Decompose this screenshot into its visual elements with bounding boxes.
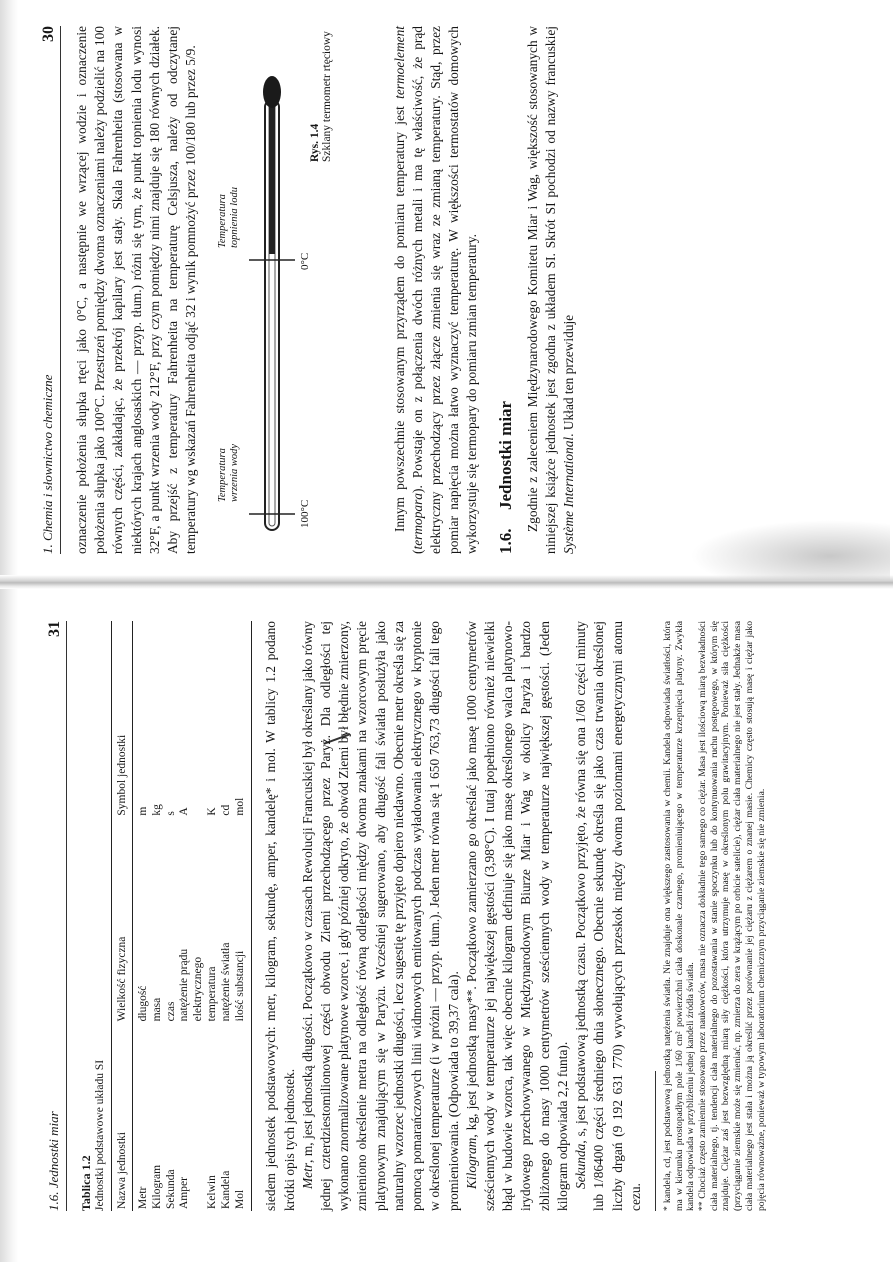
- page-number: 30: [40, 26, 57, 42]
- table-cell: cd: [219, 804, 232, 816]
- table-cell: masa: [150, 997, 163, 1022]
- label-100-celsius: 100°C: [298, 499, 311, 528]
- intro-paragraph: oznaczenie położenia słupka rtęci jako 0°C, a następnie we wrzącej wodzie i oznaczenie położenia słupka jako 100°C. Przestrzeń pomiędzy dwoma oznaczeniami należy podzielić na 100 równych części, zakładając, że przekrój kapilary jest stały. Skala Fahrenheita (stosowana w niektórych krajach anglosaskich — przyp. tłum.) różni się tym, że punkt topnienia lodu wynosi 32°F, a punkt wrzenia wody 212°F, przy czym pomiędzy nimi znajduje się 180 równych działek. Aby przejść z temperatury Fahrenheita na temperaturę Celsjusza, należy od odczytanej temperatury wg wskazań Fahrenheita odjąć 32 i wynik pomnożyć przez 100/180 lub przez 5/9.: [74, 26, 199, 554]
- table-cell: K: [205, 807, 218, 816]
- running-header-title: 1. Chemia i słownictwo chemiczne: [40, 374, 55, 554]
- thermometer-figure: [209, 26, 385, 554]
- page-30: [22, 10, 867, 568]
- table-cell: [192, 621, 206, 818]
- table-row: [133, 621, 151, 1211]
- section-title: Jednostki miar: [495, 400, 515, 510]
- table-cell: elektrycznego: [192, 956, 205, 1022]
- sekunda-paragraph: Sekunda, s, jest podstawową jednostką czasu. Początkowo przyjęto, że równa się ona 1/60 części minuty lub 1/86400 części średniego dnia słonecznego. Obecnie sekundę określa się jako czas trwania określonej liczby drgań (9 192 631 770) wywołujących przeskok między dwoma poziomami energetycznymi atomu cezu.: [573, 621, 643, 1211]
- scan-edge-shadow: [0, 0, 18, 1262]
- table-header-cell: Symbol jednostki: [112, 621, 133, 818]
- table-cell: Sekunda: [164, 1169, 177, 1209]
- footnote-divider: [655, 1071, 656, 1211]
- table-row: [206, 621, 220, 1211]
- table-row: [178, 621, 192, 1211]
- table-cell: czas: [164, 1001, 177, 1022]
- figure-title: Szklany termometr rtęciowy: [320, 31, 333, 162]
- table-row: [220, 621, 234, 1211]
- table-row: [151, 621, 165, 1211]
- table-header-cell: Nazwa jednostki: [112, 1023, 133, 1211]
- table-header-cell: Wielkość fizyczna: [112, 818, 133, 1024]
- running-header-title: 1.6. Jednostki miar: [46, 1111, 61, 1211]
- table-row: [165, 621, 179, 1211]
- table-cell: kg: [150, 804, 163, 816]
- table-cell: Kandela: [219, 1170, 232, 1209]
- table-cell: Kilogram: [150, 1164, 163, 1209]
- table-cell: A: [178, 807, 191, 816]
- table-header-row: [112, 621, 133, 1211]
- label-0-celsius: 0°C: [298, 252, 311, 270]
- table-row: [234, 621, 252, 1211]
- section-heading: [496, 26, 516, 554]
- figure-number: Rys. 1.4: [308, 123, 321, 162]
- section-number: 1.6.: [495, 528, 515, 554]
- table-title: Jednostki podstawowe układu SI: [94, 1059, 106, 1211]
- section-paragraph: Zgodnie z zaleceniem Międzynarodowego Komitetu Miar i Wag, większość stosowanych w niniejszej książce jednostek jest zgodna z układem SI. Skrót SI pochodzi od nazwy francuskiej Système International. Układ ten przewiduje: [524, 26, 577, 554]
- table-caption: [79, 621, 106, 1211]
- kilogram-paragraph: Kilogram, kg, jest jednostką masy**. Początkowo zamierzano go określać jako masę 1000 centymetrów sześciennych wody w temperaturze jej największej gęstości (3,98°C). I tutaj popełniono również niewielki błąd w budowie wzorca, tak więc obecnie kilogram definiuje się jako masę określonego walca platynowo-irydowego przechowywanego w Międzynarodowym Biurze Miar i Wag w okolicy Paryża i bardzo zbliżonego do masy 1000 centymetrów sześciennych wody w temperaturze największej gęstości. (Jeden kilogram odpowiada 2,2 funta).: [463, 621, 570, 1211]
- table-cell: Kelwin: [205, 1175, 218, 1209]
- page-number: 31: [46, 621, 63, 637]
- table-row: [192, 621, 206, 1211]
- table-cell: Metr: [137, 1186, 149, 1209]
- figure-caption: [309, 31, 333, 162]
- table-cell: temperatura: [205, 966, 218, 1022]
- si-intro-paragraph: siedem jednostek podstawowych: metr, kilogram, sekundę, amper, kandelę* i mol. W tablicy 1.2 podano krótki opis tych jednostek.: [263, 621, 297, 1211]
- footnote-masa: ** Chociaż często zamiennie stosowano przez naukowców, masa nie oznacza dokładnie tego samego co ciężar. Masa jest ilościową miarą bezwładności ciała materialnego, tj. tendencji ciała materialnego do pozostawania w stanie spoczynku lub do kontynuowania ruchu postępowego, w którym się znajduje. Ciężar zaś jest bezwzględną miarą siły ciężkości, która utrzymuje masę w określonym polu grawitacyjnym. Ponieważ siła ciężkości (przyciąganie ziemskie może się zmieniać, np. zmierza do zera w krążącym po orbicie satelicie), ciężar ciała materialnego nie jest stały. Jednakże masa ciała materialnego jest stała i można ją określić przez porównanie jej ciężaru z ciężarem o znanej masie. Chemicy często stosują masę i ciężar jako pojęcia równoważne, ponieważ w typowym laboratorium chemicznym przyciąganie ziemskie się nie zmienia.: [697, 621, 767, 1211]
- table-cell: Mol: [234, 1023, 252, 1211]
- table-cell: długość: [137, 985, 149, 1022]
- table-cell: natężenie prądu: [178, 948, 191, 1022]
- footnote-kandela: * kandela, cd, jest podstawową jednostką natężenia światła. Nie znajduje ona większego zastosowania w chemii. Kandela odpowiada światłości, która ma w kierunku prostopadłym pole 1/60 cm² powierzchni ciała doskonale czarnego, promieniującego w temperaturze krzepnięcia platyny. Zwykła kandela odpowiada w przybliżeniu jednej kandeli źródła światła.: [661, 621, 697, 1211]
- table-cell: s: [164, 811, 177, 816]
- table-cell: [192, 1023, 206, 1211]
- si-units-table: [111, 621, 252, 1211]
- page-31: [28, 605, 868, 1225]
- table-cell: natężenie światła: [219, 942, 232, 1022]
- thermoelement-paragraph: Innym powszechnie stosowanym przyrządem do pomiaru temperatury jest termoelement (termopara). Powstaje on z połączenia dwóch różnych metali i ma tę właściwość, że prąd elektryczny przechodzący przez złącze zmienia się wraz ze zmianą temperatury. Stąd, przez pomiar napięcia można łatwo wyznaczyć temperaturę. W większości termostatów domowych wykorzystuje się termopary do pomiaru zmian temperatury.: [391, 26, 480, 554]
- label-boiling-point: Temperatura wrzenia wody: [216, 443, 240, 502]
- table-cell: m: [137, 806, 149, 816]
- metr-paragraph: Metr, m, jest jednostką długości. Początkowo w czasach Rewolucji Francuskiej był określany jako równy jednej czterdziestomilionowej części obwodu Ziemi przechodzącego przez Paryż. Dla odległości tej wykonano znormalizowane platynowe wzorce, i gdy później odkryto, że obwód Ziemi był błędnie zmierzony, zmieniono określenie metra na odległość równą odległości między dwoma znakami na wzorcowym pręcie platynowym znajdującym się w Paryżu. Wcześniej sugerowano, aby długość fali światła posłużyła jako naturalny wzorzec jednostki długości, lecz sugestię tę przyjęto dopiero niedawno. Obecnie metr określa się za pomocą pomarańczowych linii widmowych emitowanych podczas wyładowania elektrycznego w kryptonie w określonej temperaturze (i w próżni — przyp. tłum.). Jeden metr równa się 1 650 763,73 długości fali tego promieniowania. (Odpowiada to 39,37 cala).: [299, 621, 461, 1211]
- table-number: Tablica 1.2: [79, 1155, 93, 1211]
- label-melting-point: Temperatura topnienia lodu: [216, 187, 240, 248]
- table-cell: mol: [234, 621, 252, 818]
- table-cell: Amper: [178, 1177, 191, 1209]
- running-header: [40, 621, 67, 1211]
- running-header: [34, 26, 61, 554]
- table-cell: ilość substancji: [234, 818, 252, 1024]
